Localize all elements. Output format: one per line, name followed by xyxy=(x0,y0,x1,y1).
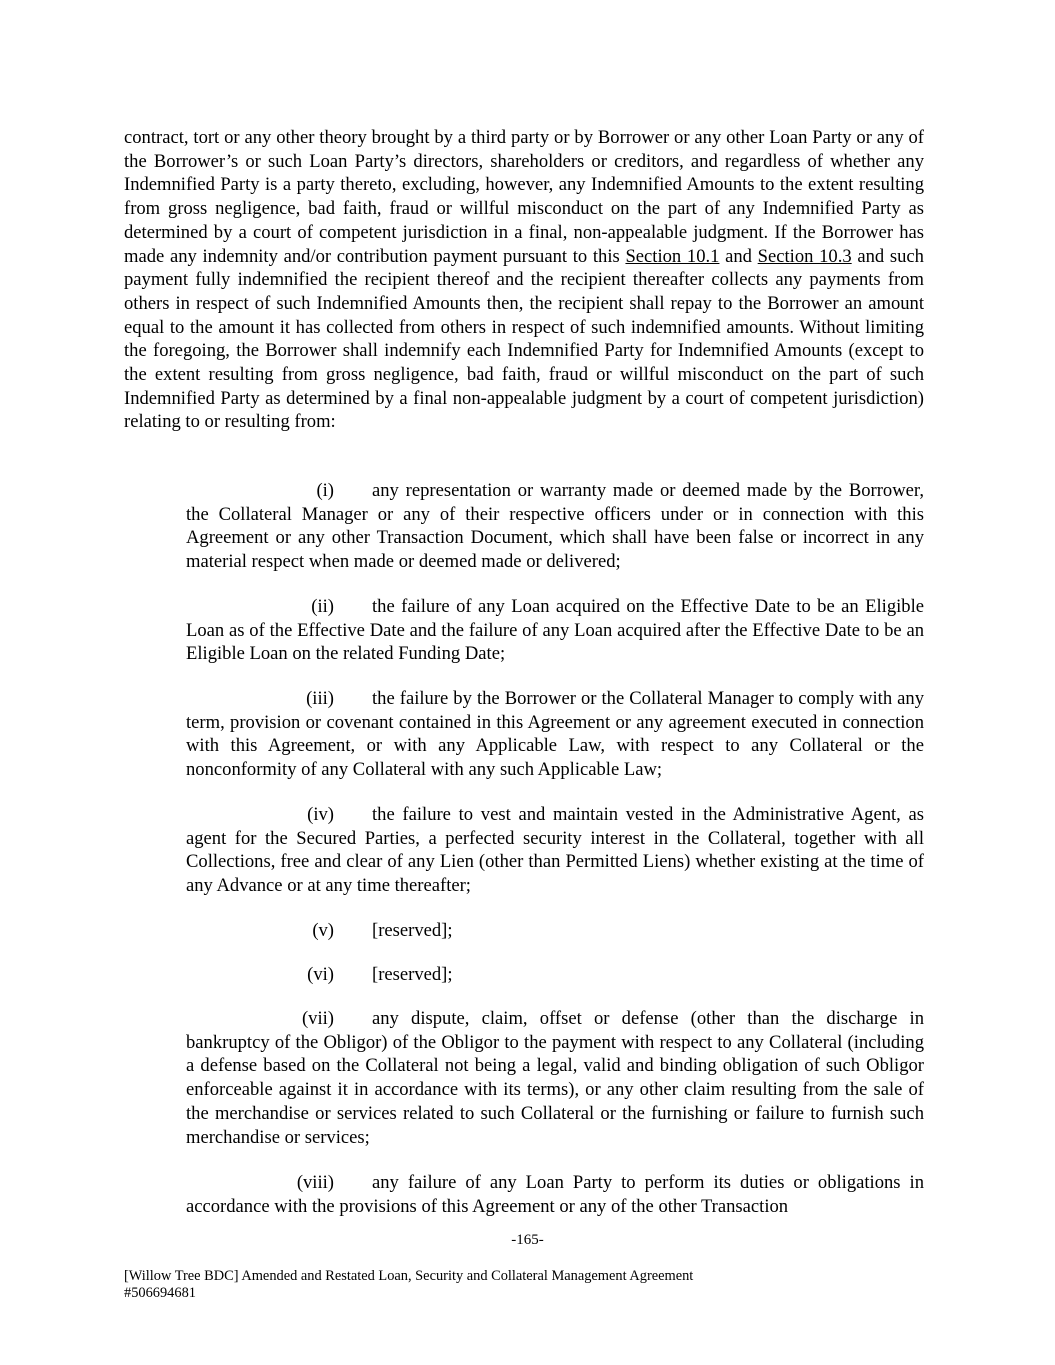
clause-iv xyxy=(186,803,924,898)
clause-v xyxy=(186,919,924,943)
clause-number: (vi) xyxy=(307,964,334,985)
clause-number: (iii) xyxy=(306,688,334,709)
clause-i xyxy=(186,479,924,574)
page-number: -165- xyxy=(511,1232,544,1248)
clause-viii xyxy=(186,1171,924,1218)
clause-ii xyxy=(186,595,924,666)
section-10-3-reference: Section 10.3 xyxy=(757,245,852,267)
clause-text: [reserved]; xyxy=(372,964,453,985)
clause-number: (ii) xyxy=(311,596,334,617)
clause-number: (iv) xyxy=(307,804,334,825)
intro-paragraph xyxy=(124,126,924,434)
clause-text: any representation or warranty made or deemed made by the Borrower, the Collateral Manager or any of their respective officers under or in connection with this Agreement or any other Transaction Document, which shall have been false or incorrect in any material respect when made or deemed made or delivered; xyxy=(186,480,924,573)
footer-title: [Willow Tree BDC] Amended and Restated Loan, Security and Collateral Management Agreement xyxy=(124,1268,694,1284)
intro-text-2: and xyxy=(719,245,758,267)
clause-vi xyxy=(186,963,924,987)
clause-text: any failure of any Loan Party to perform its duties or obligations in accordance with the provisions of this Agreement or any of the other Transaction xyxy=(186,1172,924,1217)
clause-number: (vii) xyxy=(301,1008,334,1029)
clause-vii xyxy=(186,1007,924,1149)
footer xyxy=(124,1268,693,1302)
clause-iii xyxy=(186,687,924,782)
clause-text: the failure of any Loan acquired on the Effective Date to be an Eligible Loan as of the Effective Date and the failure of any Loan acquired after the Effective Date to be an Eligible Loan on the related Funding Date; xyxy=(186,596,924,665)
clause-text: the failure to vest and maintain vested in the Administrative Agent, as agent for the Secured Parties, a perfected security interest in the Collateral, together with all Collections, free and clear of any Lien (other than Permitted Liens) whether existing at the time of any Advance or at any time thereafter; xyxy=(186,804,924,897)
intro-text-1: contract, tort or any other theory brought by a third party or by Borrower or any other Loan Party or any of the Borrower’s or such Loan Party’s directors, shareholders or creditors, and regardless of whether any Indemnified Party is a party thereto, excluding, however, any Indemnified Amounts to the extent resulting from gross negligence, bad faith, fraud or willful misconduct on the part of any Indemnified Party as determined by a court of competent jurisdiction in a final, non-appealable judgment. If the Borrower has made any indemnity and/or contribution payment pursuant to this xyxy=(124,127,924,267)
clause-number: (viii) xyxy=(296,1172,334,1193)
clause-text: [reserved]; xyxy=(372,920,453,941)
clause-text: the failure by the Borrower or the Collateral Manager to comply with any term, provision or covenant contained in this Agreement or any agreement executed in connection with this Agreement, or with any Applicable Law, with respect to any Collateral or the nonconformity of any Collateral with any such Applicable Law; xyxy=(186,688,924,781)
clause-number: (v) xyxy=(312,920,334,941)
footer-doc-id: #506694681 xyxy=(124,1285,196,1301)
clause-text: any dispute, claim, offset or defense (other than the discharge in bankruptcy of the Obligor) of the Obligor to the payment with respect to any Collateral (including a defense based on the Collateral not being a legal, valid and binding obligation of such Obligor enforceable against it in accordance with its terms), or any other claim resulting from the sale of the merchandise or services related to such Collateral or the furnishing or failure to furnish such merchandise or services; xyxy=(186,1008,924,1148)
clause-number: (i) xyxy=(316,480,334,501)
section-10-1-reference: Section 10.1 xyxy=(625,245,720,267)
intro-text-3: and such payment fully indemnified the recipient thereof and the recipient thereafter collects any payments from others in respect of such Indemnified Amounts then, the recipient shall repay to the Borrower an amount equal to the amount it has collected from others in respect of such indemnified amounts. Without limiting the foregoing, the Borrower shall indemnify each Indemnified Party for Indemnified Amounts (except to the extent resulting from gross negligence, bad faith, fraud or willful misconduct on the part of such Indemnified Party as determined by a final non-appealable judgment by a court of competent jurisdiction) relating to or resulting from: xyxy=(124,245,924,433)
